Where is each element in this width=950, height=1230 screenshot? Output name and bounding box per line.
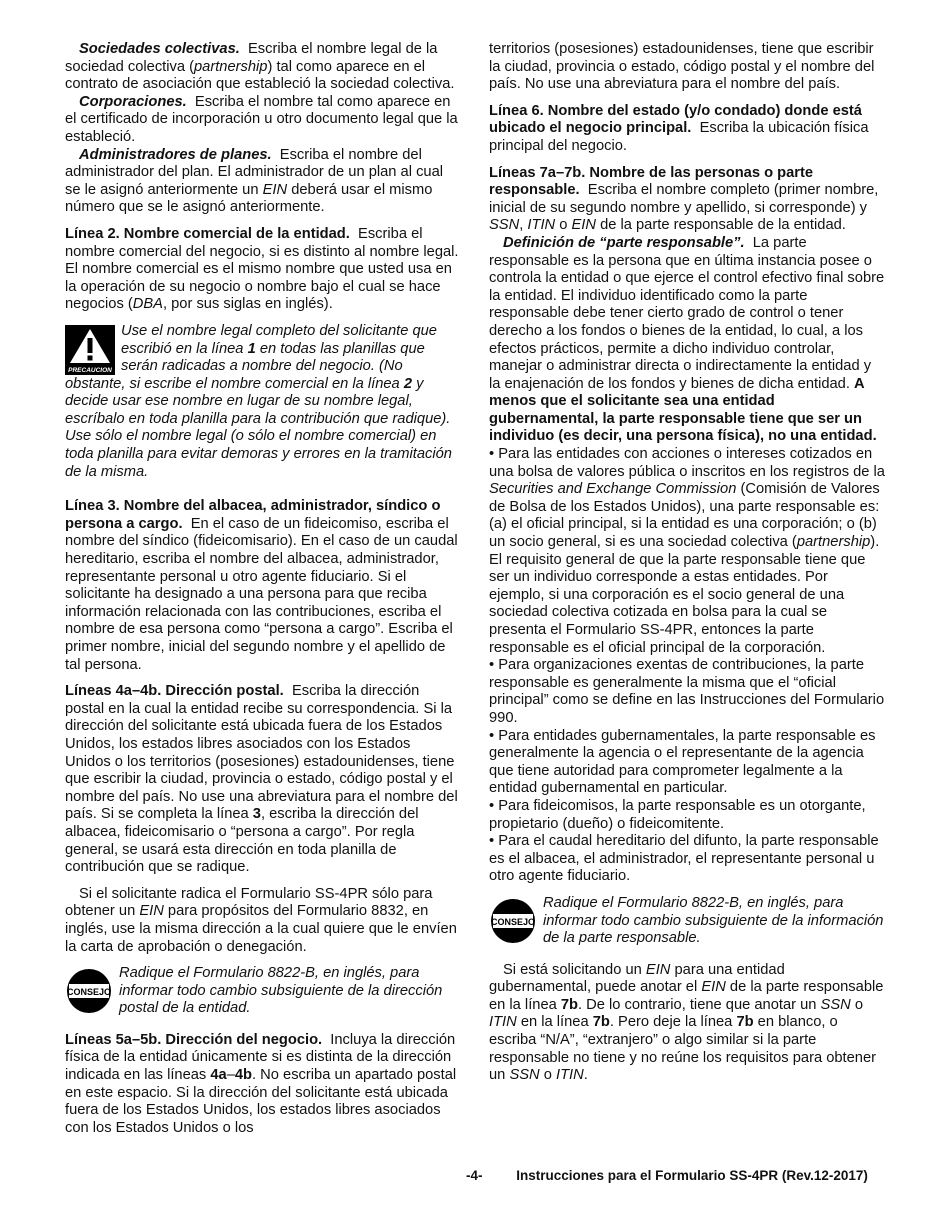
page-number: -4- bbox=[466, 1168, 483, 1183]
svg-text:PRECAUCION: PRECAUCION bbox=[68, 366, 112, 374]
tip-text: Radique el Formulario 8822-B, en inglés, para informar todo cambio subsiguiente de la dirección postal de la entidad. bbox=[119, 965, 443, 1017]
bullet-public-entities: • Para las entidades con acciones o intereses cotizados en una bolsa de valores pública o inscritos en los registros de la Securities and Exchange Commission (Comisión de Valores de Bolsa de los Estados Unidos), una parte responsable es: (a) el oficial principal, si la entidad es una corporación; o (b) un socio general, si es una sociedad colectiva (partnership). El requisito general de que la parte responsable tiene que ser un individuo corresponde a estas entidades. Por ejemplo, si una corporación es el socio general de una sociedad colectiva cotizada en bolsa para la cual se presenta el Formulario SS-4PR, entonces la parte responsable es el oficial principal de la corporación. bbox=[489, 446, 885, 656]
caution-icon bbox=[65, 325, 115, 375]
paragraph-line-2: Línea 2. Nombre comercial de la entidad. Escriba el nombre comercial del negocio, si es distinto al nombre legal. El nombre comercial es el mismo nombre que usted usa en la operación de su negocio o nombre bajo el cual se hace negocios (DBA, por sus siglas en inglés). bbox=[65, 225, 459, 313]
paragraph-line-6: Línea 6. Nombre del estado (y/o condado) donde está ubicado el negocio principal. Escriba la ubicación física principal del negocio. bbox=[489, 102, 869, 154]
right-column bbox=[489, 41, 885, 1085]
paragraph-form-8832: Si el solicitante radica el Formulario SS-4PR sólo para obtener un EIN para propósitos del Formulario 8832, en inglés, use la misma dirección a la cual quiere que le envíen la carta de aprobación o denegación. bbox=[65, 885, 457, 955]
paragraph-partnerships: Sociedades colectivas. Escriba el nombre legal de la sociedad colectiva (partnership) tal como aparece en el contrato de asociación que estableció la sociedad colectiva. bbox=[65, 41, 455, 93]
bullet-trusts: • Para fideicomisos, la parte responsable es un otorgante, propietario (dueño) o fideicomitente. bbox=[489, 797, 866, 832]
footer-title: Instrucciones para el Formulario SS-4PR (Rev.12-2017) bbox=[516, 1168, 868, 1183]
left-column bbox=[65, 41, 460, 1137]
tip-icon bbox=[489, 897, 537, 945]
tip-note-responsible-party bbox=[489, 895, 885, 948]
paragraph-line-3: Línea 3. Nombre del albacea, administrador, síndico o persona a cargo. En el caso de un fideicomiso, escriba el nombre del síndico (fideicomisario). En el caso de un caudal hereditario, escriba el nombre del albacea, administrador, representante personal u otro agente fiduciario. Si el solicitante ha designado a una persona para que reciba información relacionada con las contribuciones, escriba el nombre de esa persona como “persona a cargo”. Escriba el primer nombre, inicial del segundo nombre y el apellido de tal persona. bbox=[65, 498, 458, 673]
paragraph-lines-5a-5b: Líneas 5a–5b. Dirección del negocio. Incluya la dirección física de la entidad únicamente si es distinta de la dirección indicada en las líneas 4a–4b. No escriba un apartado postal en este espacio. Si la dirección del solicitante está ubicada fuera de los Estados Unidos, los estados libres asociados con los Estados Unidos o los bbox=[65, 1031, 457, 1136]
paragraph-plan-administrators: Administradores de planes. Escriba el nombre del administrador del plan. El administrador de un plan al cual se le asignó anteriormente un EIN deberá usar el mismo número que se le asignó anteriormente. bbox=[65, 146, 444, 216]
page-footer bbox=[466, 1168, 868, 1183]
paragraph-lines-4a-4b: Líneas 4a–4b. Dirección postal. Escriba la dirección postal en la cual la entidad recibe su correspondencia. Si la dirección del solicitante está ubicada fuera de los Estados Unidos, los estados libres asociados con los Estados Unidos o los territorios (posesiones) estadounidenses, tiene que escribir la ciudad, provincia o estado, código postal y el nombre del país. No use una abreviatura para el nombre del país. Si se completa la línea 3, escriba la dirección del albacea, fideicomisario o “persona a cargo”. Por regla general, se usará esta dirección en toda planilla de contribución que se radique. bbox=[65, 683, 458, 876]
tip-text: Radique el Formulario 8822-B, en inglés, para informar todo cambio subsiguiente de la información de la parte responsable. bbox=[543, 894, 884, 947]
caution-note: PRECAUCION Use el nombre legal completo del solicitante que escribió en la línea 1 en todas las planillas que serán radicadas a nombre del negocio. (No obstante, si escribe el nombre comercial en la línea 2 y decide usar ese nombre en lugar de su nombre legal, escríbalo en toda planilla para la contribución que radique). Use sólo el nombre legal (o sólo el nombre comercial) en toda planilla para evitar demoras y errores en la tramitación de la misma. bbox=[65, 322, 452, 480]
paragraph-lines-7a-7b: Líneas 7a–7b. Nombre de las personas o parte responsable. Escriba el nombre completo (primer nombre, inicial de su segundo nombre y apellido, si corresponde) y SSN, ITIN o EIN de la parte responsable de la entidad. bbox=[489, 164, 879, 234]
bullet-decedent-estate: • Para el caudal hereditario del difunto, la parte responsable es el albacea, el administrador, el representante personal u otro agente fiduciario. bbox=[489, 833, 879, 885]
svg-text:CONSEJO: CONSEJO bbox=[490, 916, 536, 927]
svg-text:CONSEJO: CONSEJO bbox=[66, 987, 112, 998]
tip-note-address bbox=[65, 965, 460, 1018]
bullet-exempt-organizations: • Para organizaciones exentas de contribuciones, la parte responsable es generalmente la misma que el “oficial principal” como se define en las Instrucciones del Formulario 990. bbox=[489, 657, 885, 726]
tip-icon bbox=[65, 967, 113, 1015]
paragraph-responsible-party-definition: Definición de “parte responsable”. La parte responsable es la persona que en última instancia posee o controla la entidad o que ejerce el control efectivo final sobre la entidad. El individuo identificado como la parte responsable debe tener cierto grado de control o tener derecho a los fondos o bienes de la entidad, lo cual, a los efectos prácticos, permite a dicho individuo controlar, manejar o administrar directa o indirectamente la entidad y la enajenación de los fondos y bienes de dicha entidad. A menos que el solicitante sea una entidad gubernamental, la parte responsable tiene que ser un individuo (es decir, una persona física), no una entidad. bbox=[489, 234, 885, 445]
paragraph-continued: territorios (posesiones) estadounidenses, tiene que escribir la ciudad, provincia o estado, código postal y el nombre del país. No use una abreviatura para el nombre del país. bbox=[489, 41, 875, 93]
paragraph-government-ein: Si está solicitando un EIN para una entidad gubernamental, puede anotar el EIN de la parte responsable en la línea 7b. De lo contrario, tiene que anotar un SSN o ITIN en la línea 7b. Pero deje la línea 7b en blanco, o escriba “N/A”, “extranjero” o algo similar si la parte responsable no tiene y no reúne los requisitos para obtener un SSN o ITIN. bbox=[489, 961, 884, 1084]
paragraph-corporations: Corporaciones. Escriba el nombre tal como aparece en el certificado de incorporación u otro documento legal que la estableció. bbox=[65, 93, 458, 145]
bullet-government-entities: • Para entidades gubernamentales, la parte responsable es generalmente la agencia o el representante de la agencia que tiene autoridad para comprometer legalmente a la entidad gubernamental en particular. bbox=[489, 727, 876, 797]
